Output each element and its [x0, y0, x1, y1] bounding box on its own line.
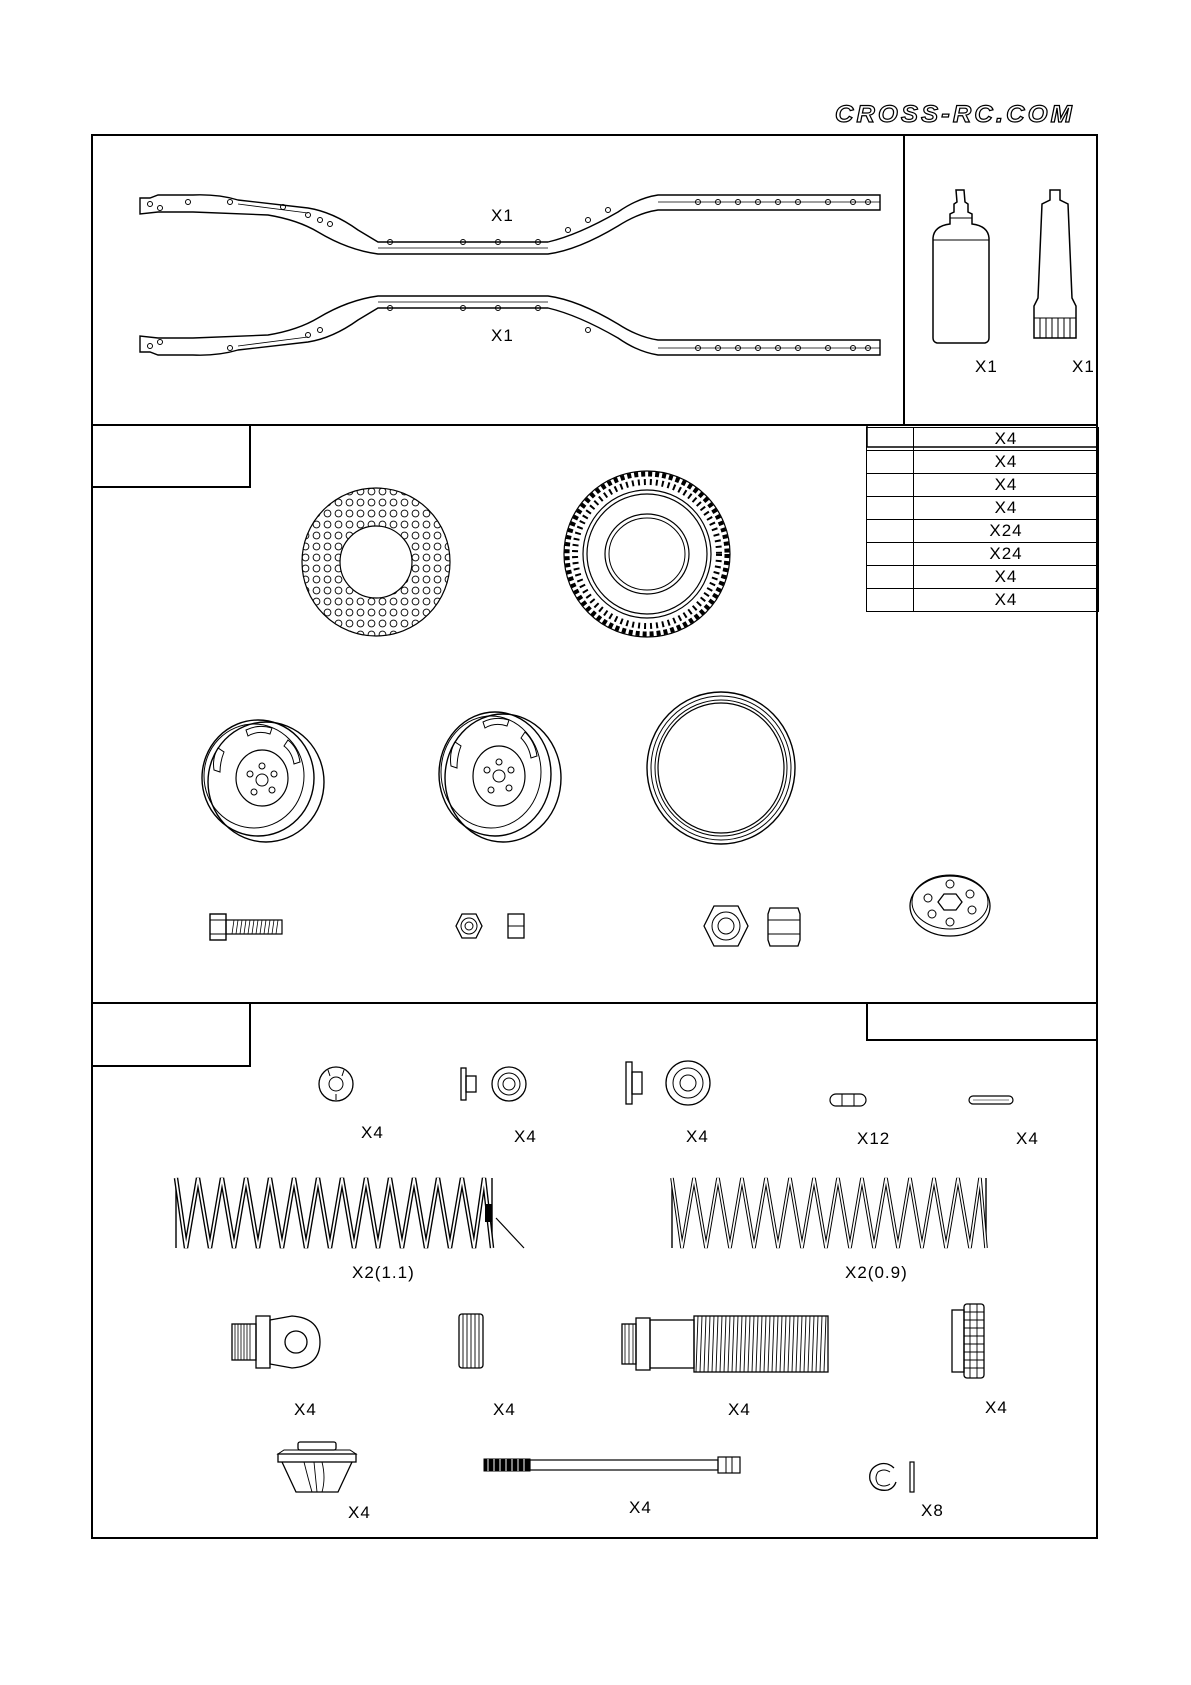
bottle-qty: X1 [975, 357, 998, 376]
shock-bushing-b [624, 1058, 716, 1108]
shock-washer [316, 1066, 356, 1102]
wheel-rim-rear [425, 706, 565, 846]
table-row: X4 [867, 451, 1099, 474]
table-row: X4 [867, 589, 1099, 612]
beadlock-ring [645, 690, 797, 846]
rail-bottom-qty: X1 [491, 326, 514, 345]
table-row: X4 [867, 497, 1099, 520]
pin-short [828, 1092, 868, 1108]
grease-tube [1030, 188, 1080, 346]
lock-nut-small [452, 910, 528, 942]
pin-short-qty: X12 [857, 1129, 891, 1148]
tube-qty: X1 [1072, 357, 1095, 376]
table-row: X24 [867, 543, 1099, 566]
shock-rod-end [230, 1312, 322, 1372]
shock-cap-qty: X4 [985, 1398, 1008, 1417]
shock-bushing-a [459, 1064, 529, 1104]
pin-long-qty: X4 [1016, 1129, 1039, 1148]
table-row: X4 [867, 474, 1099, 497]
shock-cap [950, 1302, 986, 1380]
e-clip-qty: X8 [921, 1501, 944, 1520]
glue-bottle [930, 188, 992, 346]
spring-front-qty: X2(1.1) [352, 1263, 415, 1282]
wheel-rim-front [188, 716, 328, 846]
shock-body-qty: X4 [728, 1400, 751, 1419]
shock-shaft-qty: X4 [629, 1498, 652, 1517]
shock-boot [274, 1440, 360, 1494]
shock-shaft [482, 1454, 742, 1476]
shock-boot-qty: X4 [348, 1503, 371, 1522]
bushing-b-qty: X4 [686, 1127, 709, 1146]
tire [562, 468, 732, 640]
spring-rear-qty: X2(0.9) [845, 1263, 908, 1282]
table-row: X4 [867, 428, 1099, 451]
shock-collar-qty: X4 [493, 1400, 516, 1419]
lock-nut-large [700, 900, 805, 952]
shock-body [620, 1314, 830, 1374]
cap-screw [208, 912, 284, 942]
pin-long [967, 1094, 1015, 1106]
spring-rear [668, 1174, 990, 1254]
foam-insert [300, 486, 452, 638]
bushing-a-qty: X4 [514, 1127, 537, 1146]
shock-end-qty: X4 [294, 1400, 317, 1419]
svg-text:CROSS-RC.COM: CROSS-RC.COM [835, 101, 1075, 128]
table-row: X4 [867, 566, 1099, 589]
e-clip [866, 1460, 918, 1494]
table-row: X24 [867, 520, 1099, 543]
washer-qty: X4 [361, 1123, 384, 1142]
shock-collar [457, 1312, 485, 1370]
wheel-bag-qty-table [866, 427, 1099, 612]
wheel-hex-hub [908, 872, 992, 938]
rail-top-qty: X1 [491, 206, 514, 225]
spring-front [174, 1174, 528, 1254]
cross-rc-logo [830, 98, 1080, 128]
